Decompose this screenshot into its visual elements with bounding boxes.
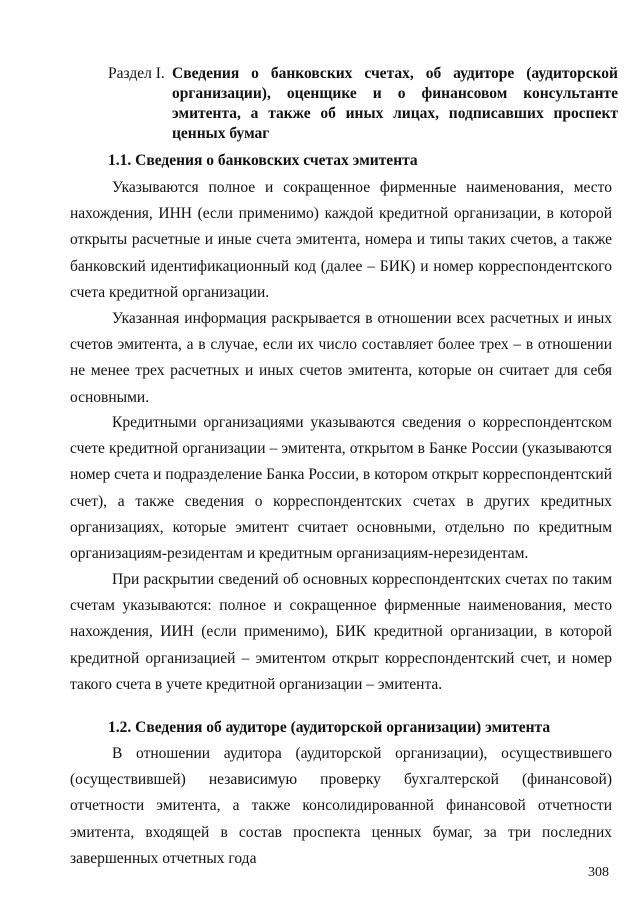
section-title: Сведения о банковских счетах, об аудиторе (аудиторской организации), оценщике и о финансовом консультанте эмитента, а также об иных лицах, подписавших проспект ценных бумаг	[172, 65, 618, 142]
paragraph-1-1-b: Указанная информация раскрывается в отношении всех расчетных и иных счетов эмитента, а в случае, если их число составляет более трех – в отношении не менее трех расчетных и иных счетов эмитента, которые он считает для себя основными.	[70, 310, 612, 406]
page-number: 308	[588, 865, 609, 880]
subsection-heading-1-2: 1.2. Сведения об аудиторе (аудиторской организации) эмитента	[108, 719, 551, 736]
subsection-heading-1-1: 1.1. Сведения о банковских счетах эмитента	[108, 152, 418, 169]
paragraph-1-1-a: Указываются полное и сокращенное фирменные наименования, место нахождения, ИНН (если применимо) каждой кредитной организации, в которой открыты расчетные и иные счета эмитента, номера и типы таких счетов, а также банковский идентификационный код (далее – БИК) и номер корреспондентского счета кредитной организации.	[70, 179, 612, 301]
paragraph-1-1-c: Кредитными организациями указываются сведения о корреспондентском счете кредитной организации – эмитента, открытом в Банке России (указываются номер счета и подразделение Банка России, в котором открыт корреспондентский счет), а также сведения о корреспондентских счетах в других кредитных организациях, которые эмитент считает основными, отдельно по кредитным организациям-резидентам и кредитным организациям-нерезидентам.	[70, 414, 612, 563]
section-number: Раздел I.	[108, 65, 165, 82]
paragraph-1-1-d: При раскрытии сведений об основных корреспондентских счетах по таким счетам указываются: полное и сокращенное фирменные наименования, место нахождения, ИИН (если применимо), БИК кредитной организации, в которой кредитной организацией – эмитентом открыт корреспондентский счет, и номер такого счета в учете кредитной организации – эмитента.	[70, 571, 612, 693]
section-heading	[108, 64, 618, 144]
paragraph-1-2-a: В отношении аудитора (аудиторской организации), осуществившего (осуществившей) независимую проверку бухгалтерской (финансовой) отчетности эмитента, а также консолидированной финансовой отчетности эмитента, входящей в состав проспекта ценных бумаг, за три последних завершенных отчетных года	[70, 745, 612, 867]
